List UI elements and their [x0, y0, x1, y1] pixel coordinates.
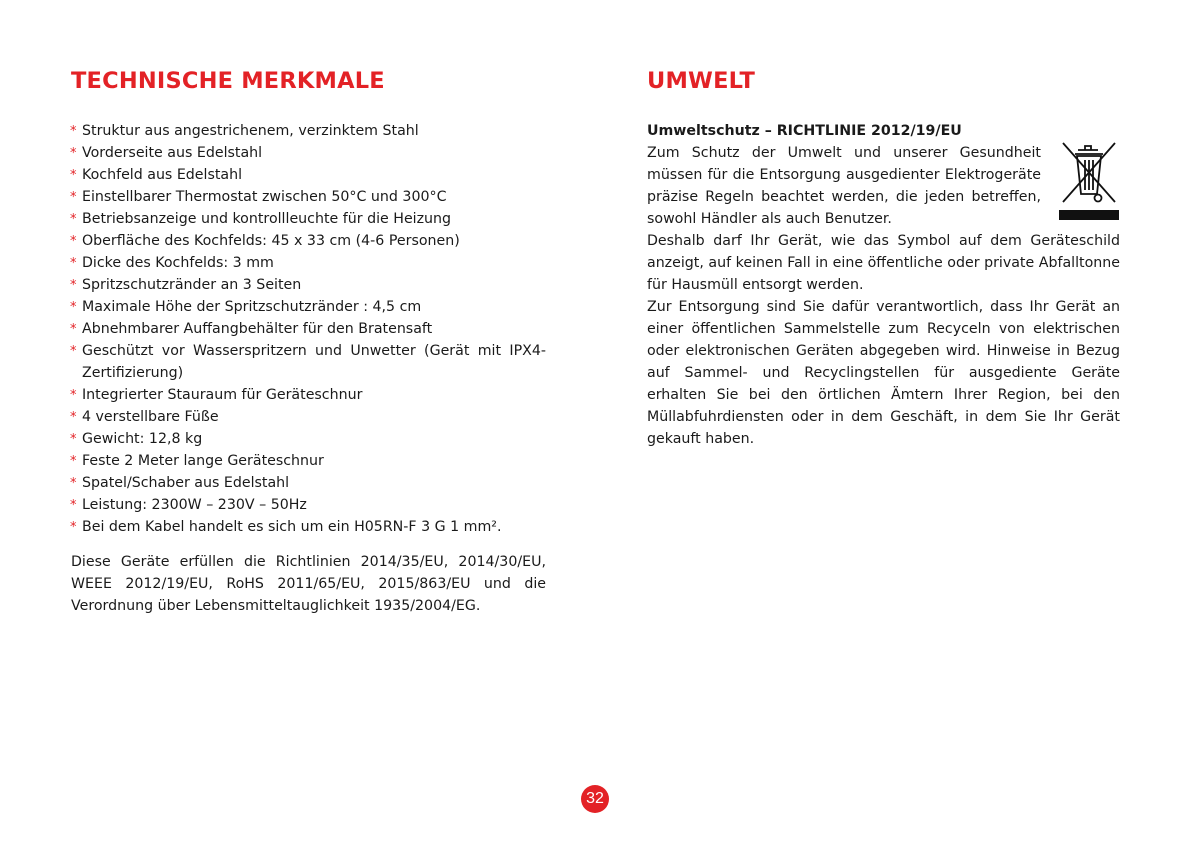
environment-section	[647, 66, 1120, 450]
asterisk-bullet-icon: *	[70, 476, 77, 491]
feature-text: Spatel/Schaber aus Edelstahl	[82, 475, 290, 491]
feature-item	[71, 274, 546, 296]
asterisk-bullet-icon: *	[70, 124, 77, 139]
page-number: 32	[581, 785, 609, 813]
feature-item	[71, 208, 546, 230]
feature-text: Maximale Höhe der Spritzschutzränder : 4,5 cm	[82, 299, 422, 315]
feature-text: Geschützt vor Wasserspritzern und Unwetter (Gerät mit IPX4-Zertifizierung)	[82, 343, 546, 381]
asterisk-bullet-icon: *	[70, 168, 77, 183]
feature-text: Leistung: 2300W – 230V – 50Hz	[82, 497, 307, 513]
asterisk-bullet-icon: *	[70, 278, 77, 293]
feature-item	[71, 428, 546, 450]
feature-text: Struktur aus angestrichenem, verzinktem Stahl	[82, 123, 419, 139]
feature-item	[71, 318, 546, 340]
feature-text: Dicke des Kochfelds: 3 mm	[82, 255, 274, 271]
asterisk-bullet-icon: *	[70, 146, 77, 161]
asterisk-bullet-icon: *	[70, 212, 77, 227]
feature-item	[71, 384, 546, 406]
environment-paragraph-1: Zum Schutz der Umwelt und unserer Gesundheit müssen für die Entsorgung ausgedienter Elektrogeräte präzise Regeln beachtet werden, die jeden betreffen, sowohl Händler als auch Benutzer.	[647, 145, 1041, 227]
asterisk-bullet-icon: *	[70, 344, 77, 359]
feature-text: Spritzschutzränder an 3 Seiten	[82, 277, 302, 293]
conformity-statement: Diese Geräte erfüllen die Richtlinien 2014/35/EU, 2014/30/EU, WEEE 2012/19/EU, RoHS 2011/65/EU, 2015/863/EU und die Verordnung über Lebensmitteltauglichkeit 1935/2004/EG.	[71, 554, 546, 614]
feature-list	[71, 120, 546, 538]
feature-text: Kochfeld aus Edelstahl	[82, 167, 243, 183]
feature-item	[71, 120, 546, 142]
asterisk-bullet-icon: *	[70, 454, 77, 469]
environment-subheading: Umweltschutz – RICHTLINIE 2012/19/EU	[647, 123, 962, 139]
asterisk-bullet-icon: *	[70, 432, 77, 447]
section-title-technical: TECHNISCHE MERKMALE	[71, 68, 385, 94]
asterisk-bullet-icon: *	[70, 190, 77, 205]
section-title-environment: UMWELT	[647, 68, 756, 94]
feature-item	[71, 142, 546, 164]
feature-text: Abnehmbarer Auffangbehälter für den Bratensaft	[82, 321, 433, 337]
feature-item	[71, 252, 546, 274]
feature-text: Integrierter Stauraum für Geräteschnur	[82, 387, 363, 403]
feature-item	[71, 340, 546, 384]
feature-item	[71, 472, 546, 494]
technical-features-section	[71, 66, 546, 617]
feature-text: Betriebsanzeige und kontrollleuchte für die Heizung	[82, 211, 452, 227]
asterisk-bullet-icon: *	[70, 322, 77, 337]
feature-item	[71, 450, 546, 472]
feature-text: Vorderseite aus Edelstahl	[82, 145, 263, 161]
crossed-out-wheelie-bin-icon	[1058, 136, 1120, 222]
feature-text: Einstellbarer Thermostat zwischen 50°C und 300°C	[82, 189, 447, 205]
feature-item	[71, 494, 546, 516]
feature-item	[71, 296, 546, 318]
asterisk-bullet-icon: *	[70, 256, 77, 271]
asterisk-bullet-icon: *	[70, 498, 77, 513]
asterisk-bullet-icon: *	[70, 520, 77, 535]
feature-text: Feste 2 Meter lange Geräteschnur	[82, 453, 324, 469]
environment-paragraph-2: Deshalb darf Ihr Gerät, wie das Symbol auf dem Geräteschild anzeigt, auf keinen Fall in eine öffentliche oder private Abfalltonne für Hausmüll entsorgt werden.	[647, 233, 1120, 293]
feature-text: Bei dem Kabel handelt es sich um ein H05RN-F 3 G 1 mm².	[82, 519, 502, 535]
feature-item	[71, 186, 546, 208]
feature-text: Oberfläche des Kochfelds: 45 x 33 cm (4-6 Personen)	[82, 233, 460, 249]
feature-item	[71, 516, 546, 538]
feature-item	[71, 406, 546, 428]
asterisk-bullet-icon: *	[70, 410, 77, 425]
asterisk-bullet-icon: *	[70, 388, 77, 403]
feature-text: Gewicht: 12,8 kg	[82, 431, 203, 447]
feature-item	[71, 164, 546, 186]
asterisk-bullet-icon: *	[70, 300, 77, 315]
environment-paragraph-3: Zur Entsorgung sind Sie dafür verantwortlich, dass Ihr Gerät an einer öffentlichen Sammelstelle zum Recyceln von elektrischen oder elektronischen Geräten abgegeben wird. Hinweise in Bezug auf Sammel- und Recyclingstellen für ausgediente Geräte erhalten Sie bei den örtlichen Ämtern Ihrer Region, bei den Müllabfuhrdiensten oder in dem Geschäft, in dem Sie Ihr Gerät gekauft haben.	[647, 299, 1120, 447]
feature-item	[71, 230, 546, 252]
feature-text: 4 verstellbare Füße	[82, 409, 219, 425]
asterisk-bullet-icon: *	[70, 234, 77, 249]
